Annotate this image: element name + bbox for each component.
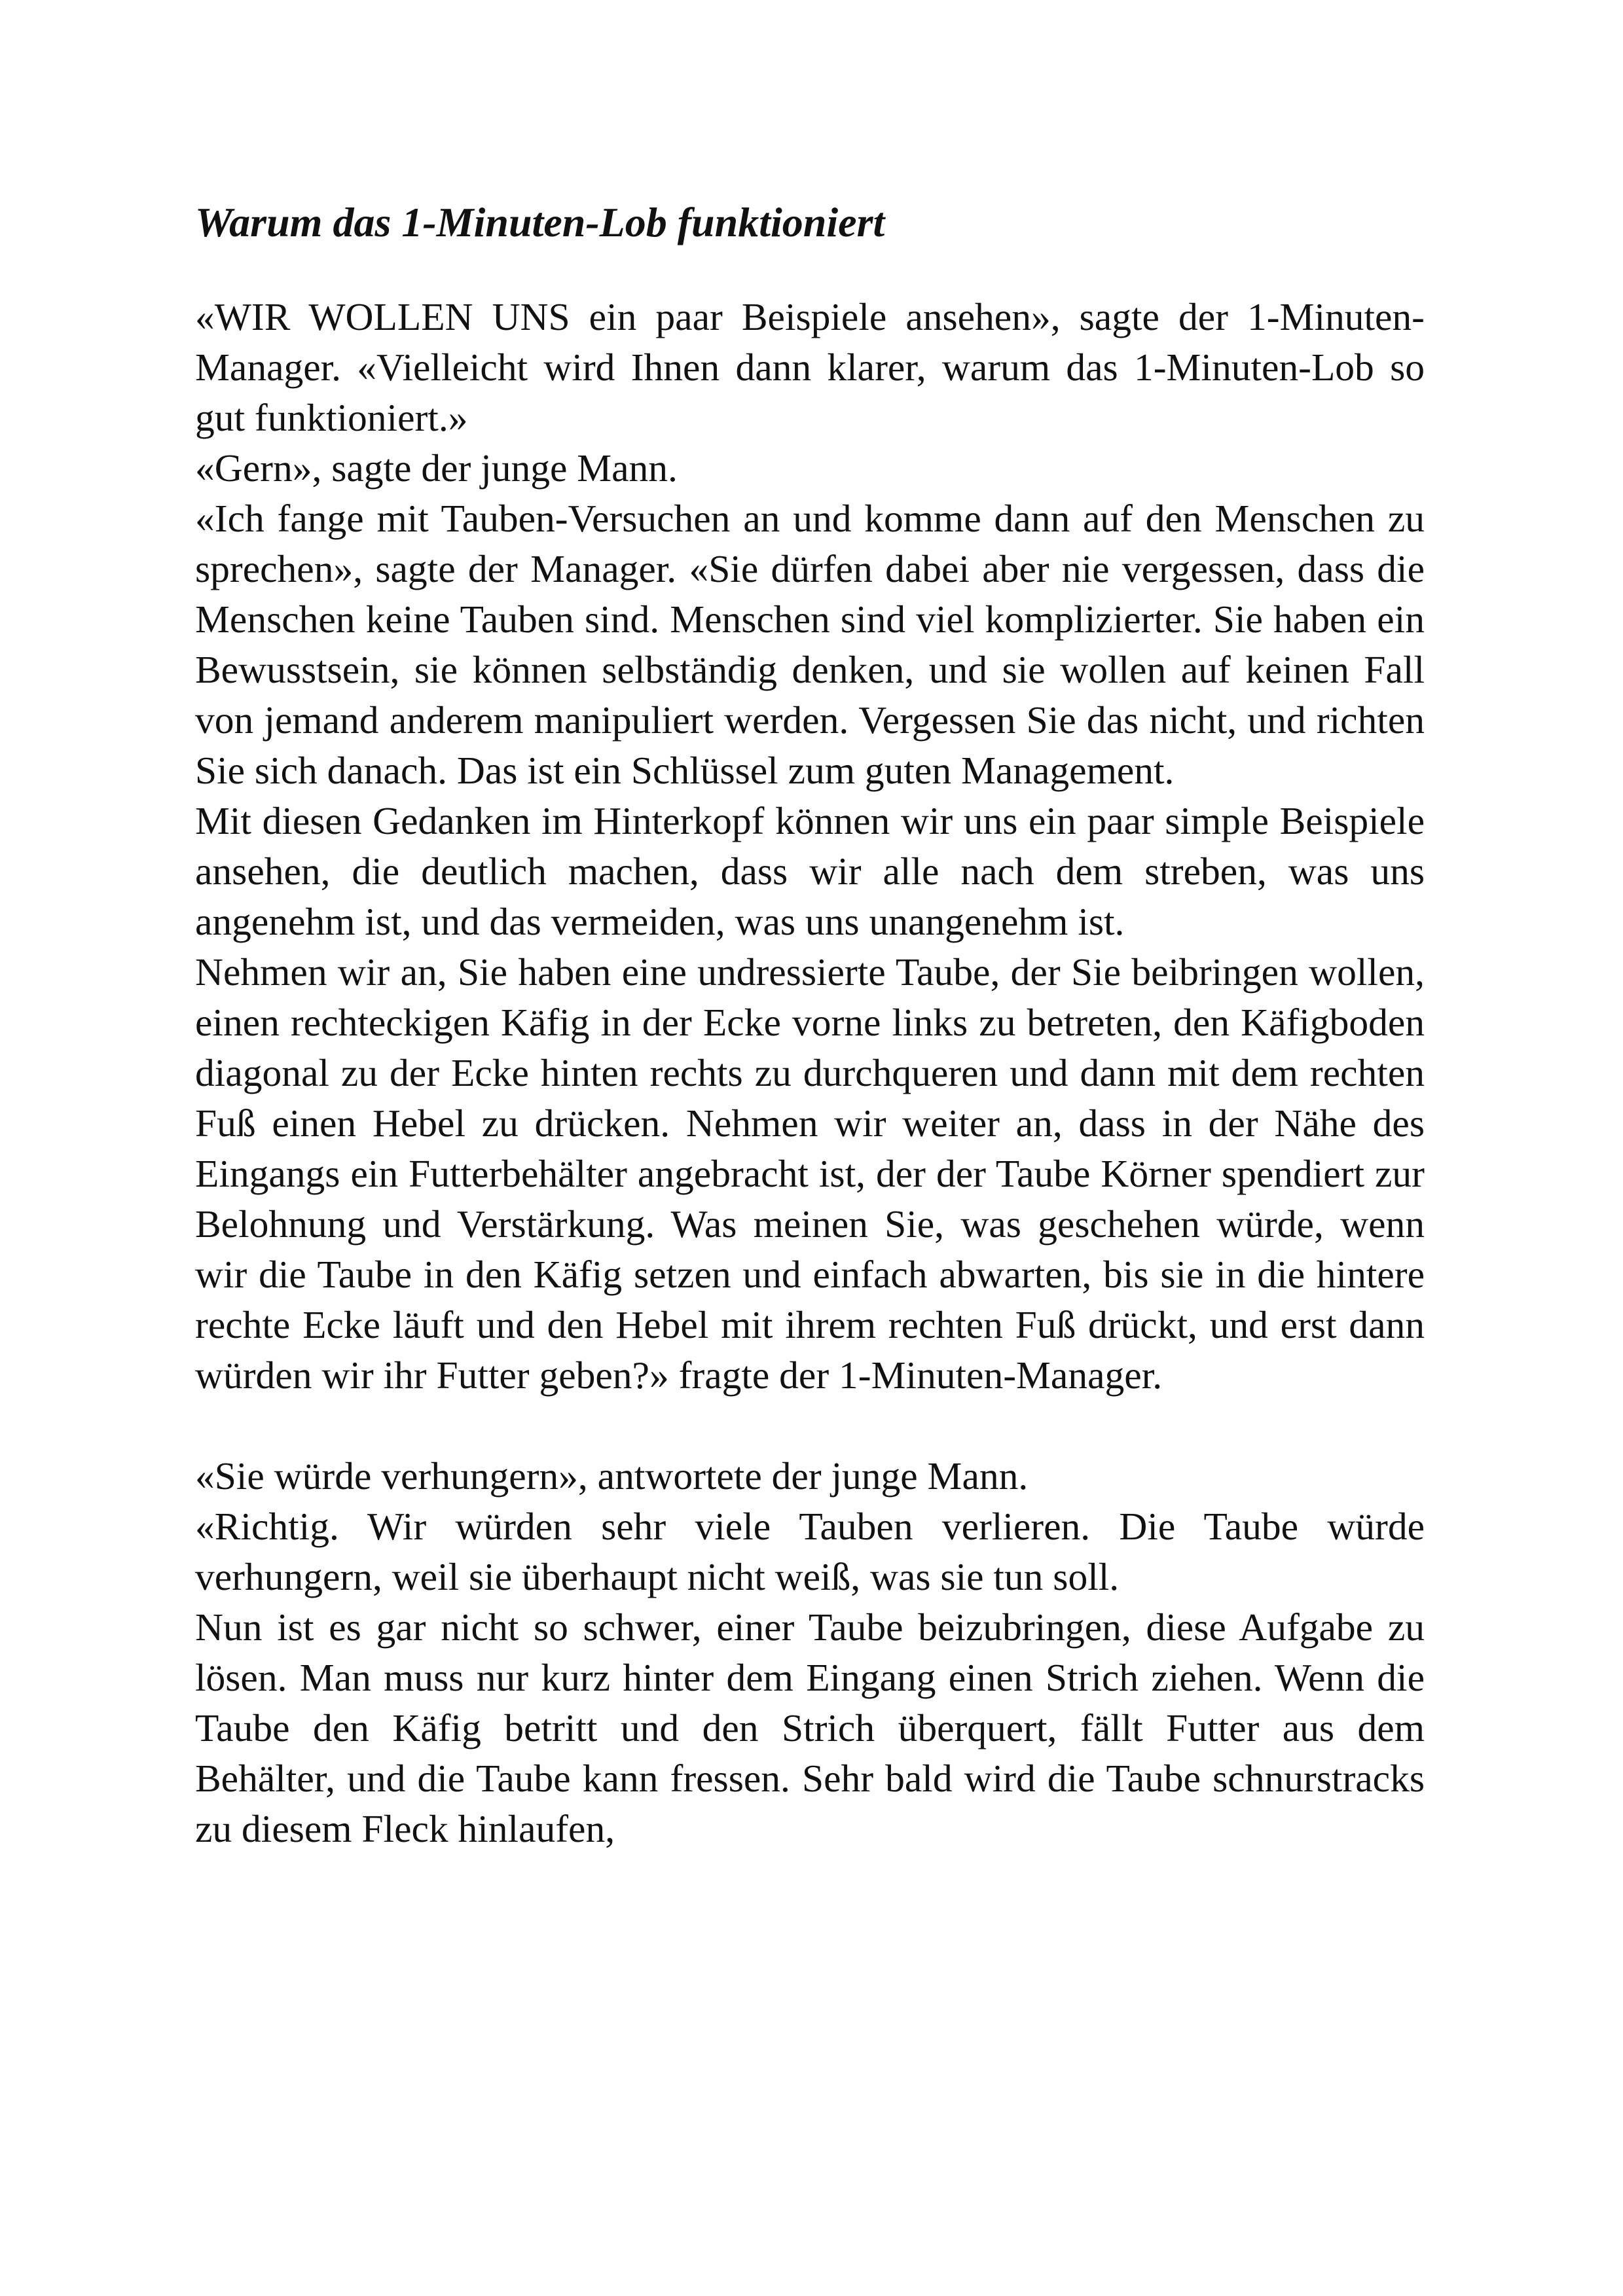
document-page: [195, 194, 1425, 1854]
paragraph: Nehmen wir an, Sie haben eine undressierte Taube, der Sie beibringen wollen, einen rechteckigen Käfig in der Ecke vorne links zu betreten, den Käfigboden diagonal zu der Ecke hinten rechts zu durchqueren und dann mit dem rechten Fuß einen Hebel zu drücken. Nehmen wir weiter an, dass in der Nähe des Eingangs ein Futterbehälter angebracht ist, der der Taube Körner spendiert zur Belohnung und Verstärkung. Was meinen Sie, was geschehen würde, wenn wir die Taube in den Käfig setzen und einfach abwarten, bis sie in die hintere rechte Ecke läuft und den Hebel mit ihrem rechten Fuß drückt, und erst dann würden wir ihr Futter geben?» fragte der 1-Minuten-Manager.: [195, 950, 1425, 1397]
paragraph: «WIR WOLLEN UNS ein paar Beispiele ansehen», sagte der 1-Minuten-Manager. «Vielleicht wird Ihnen dann klarer, warum das 1-Minuten-Lob so gut funktioniert.»: [195, 295, 1425, 439]
paragraph-gap: [195, 1401, 1425, 1451]
chapter-heading: Warum das 1-Minuten-Lob funktioniert: [195, 199, 885, 245]
paragraph: Nun ist es gar nicht so schwer, einer Taube beizubringen, diese Aufgabe zu lösen. Man muss nur kurz hinter dem Eingang einen Strich ziehen. Wenn die Taube den Käfig betritt und den Strich überquert, fällt Futter aus dem Behälter, und die Taube kann fressen. Sehr bald wird die Taube schnurstracks zu diesem Fleck hinlaufen,: [195, 1605, 1425, 1850]
document-body: [195, 292, 1425, 1854]
paragraph: Mit diesen Gedanken im Hinterkopf können wir uns ein paar simple Beispiele ansehen, die deutlich machen, dass wir alle nach dem streben, was uns angenehm ist, und das vermeiden, was uns unangenehm ist.: [195, 799, 1425, 943]
paragraph: «Gern», sagte der junge Mann.: [195, 446, 678, 490]
paragraph: «Ich fange mit Tauben-Versuchen an und komme dann auf den Menschen zu sprechen», sagte der Manager. «Sie dürfen dabei aber nie vergessen, dass die Menschen keine Tauben sind. Menschen sind viel komplizierter. Sie haben ein Bewusstsein, sie können selbständig denken, und sie wollen auf keinen Fall von jemand anderem manipuliert werden. Vergessen Sie das nicht, und richten Sie sich danach. Das ist ein Schlüssel zum guten Management.: [195, 497, 1425, 792]
paragraph: «Sie würde verhungern», antwortete der junge Mann.: [195, 1454, 1029, 1498]
paragraph: «Richtig. Wir würden sehr viele Tauben verlieren. Die Taube würde verhungern, weil sie überhaupt nicht weiß, was sie tun soll.: [195, 1505, 1425, 1598]
